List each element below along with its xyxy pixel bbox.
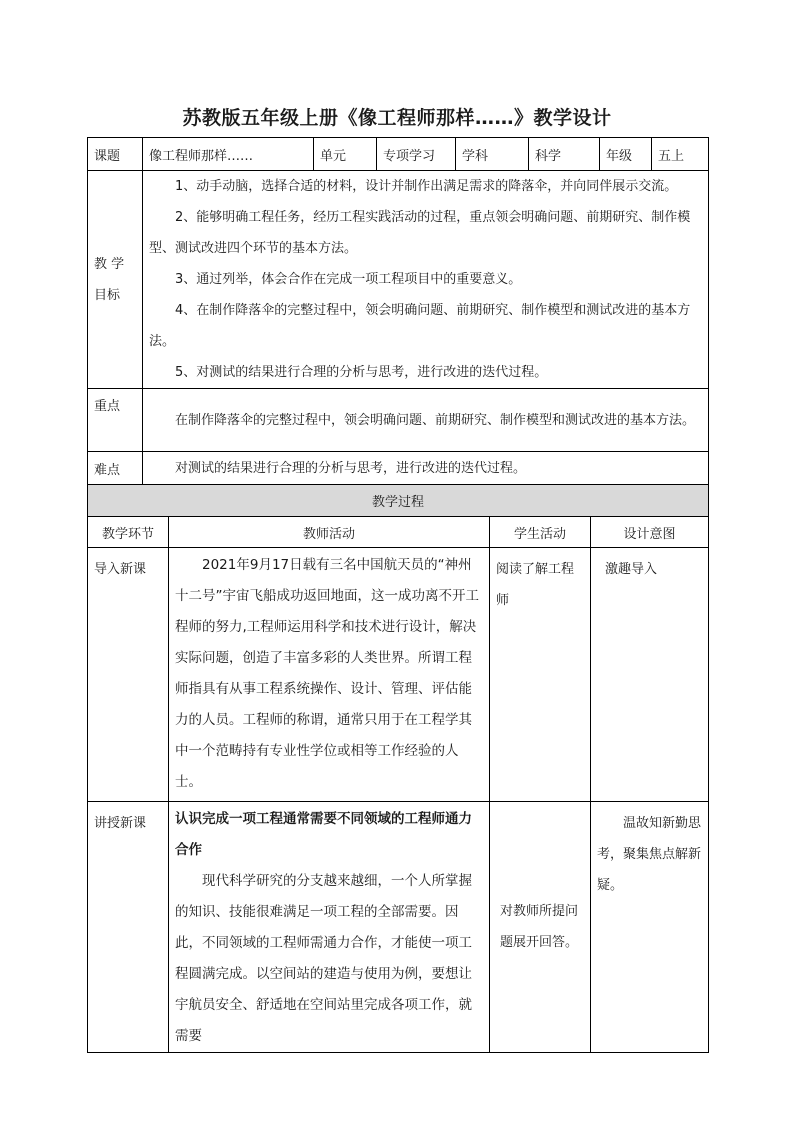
student-activity-text: 对教师所提问题展开回答。 — [500, 904, 579, 950]
process-row-new-lesson — [88, 802, 709, 1053]
grade-value: 五上 — [652, 138, 709, 171]
unit-label: 单元 — [314, 138, 377, 171]
process-heading: 教学过程 — [88, 485, 709, 517]
process-heading-row — [88, 485, 709, 517]
column-header: 学生活动 — [490, 517, 591, 548]
student-activity-cell — [490, 802, 591, 1053]
objectives-label-line2: 目标 — [94, 287, 121, 303]
key-point-content — [143, 389, 709, 452]
teacher-paragraph: 2021年9月17日载有三名中国航天员的“神州十二号”宇宙飞船成功返回地面，这一成功离不开工程师的努力,工程师运用科学和技术进行设计，解决实际问题，创造了丰富多彩的人类世界。所谓工程师指具有从事工程系统操作、设计、管理、评估能力的人员。工程师的称谓，通常只用于在工程学其中一个范畴持有专业性学位或相等工作经验的人士。 — [175, 557, 479, 790]
difficulty-row — [88, 452, 709, 486]
design-intent-cell: 激趣导入 — [591, 548, 709, 802]
difficulty-label: 难点 — [88, 452, 143, 486]
topic-value: 像工程师那样…… — [143, 138, 314, 171]
key-point-row — [88, 389, 709, 452]
objective-item: 4、在制作降落伞的完整过程中，领会明确问题、前期研究、制作模型和测试改进的基本方法。 — [149, 303, 691, 349]
grade-label: 年级 — [600, 138, 652, 171]
student-activity-cell: 阅读了解工程师 — [490, 548, 591, 802]
objectives-label-line1: 教 学 — [94, 256, 125, 272]
stage-cell: 讲授新课 — [88, 802, 169, 1053]
teacher-activity-cell — [169, 802, 490, 1053]
objectives-row — [88, 171, 709, 389]
teaching-process-table — [87, 484, 709, 1053]
objectives-label — [88, 171, 143, 389]
teacher-heading: 认识完成一项工程通常需要不同领域的工程师通力合作 — [175, 811, 472, 858]
process-header-row — [88, 517, 709, 548]
process-row-intro — [88, 548, 709, 802]
objective-item: 5、对测试的结果进行合理的分析与思考，进行改进的迭代过程。 — [175, 365, 548, 380]
key-point-label: 重点 — [88, 389, 143, 452]
column-header: 设计意图 — [591, 517, 709, 548]
objective-item: 2、能够明确工程任务，经历工程实践活动的过程，重点领会明确问题、前期研究、制作模型、测试改进四个环节的基本方法。 — [149, 210, 691, 256]
design-intent-cell — [591, 802, 709, 1053]
design-intent-text: 温故知新勤思考，聚集焦点解新疑。 — [597, 816, 702, 893]
column-header: 教学环节 — [88, 517, 169, 548]
key-point-text: 在制作降落伞的完整过程中，领会明确问题、前期研究、制作模型和测试改进的基本方法。 — [175, 412, 696, 428]
lesson-info-table — [87, 137, 709, 486]
info-row — [88, 138, 709, 171]
teacher-activity-cell — [169, 548, 490, 802]
difficulty-text: 对测试的结果进行合理的分析与思考，进行改进的迭代过程。 — [175, 461, 527, 476]
column-header: 教师活动 — [169, 517, 490, 548]
teacher-paragraph: 现代科学研究的分支越来越细，一个人所掌握的知识、技能很难满足一项工程的全部需要。因此，不同领域的工程师需通力合作，才能使一项工程圆满完成。以空间站的建造与使用为例，要想让宇航员安全、舒适地在空间站里完成各项工作，就需要 — [175, 873, 472, 1044]
objectives-content — [143, 171, 709, 389]
topic-label: 课题 — [88, 138, 143, 171]
objective-item: 1、动手动脑，选择合适的材料，设计并制作出满足需求的降落伞，并向同伴展示交流。 — [175, 179, 678, 194]
stage-cell: 导入新课 — [88, 548, 169, 802]
objective-item: 3、通过列举，体会合作在完成一项工程项目中的重要意义。 — [175, 272, 522, 287]
subject-value: 科学 — [529, 138, 600, 171]
page-title: 苏教版五年级上册《像工程师那样……》教学设计 — [182, 107, 612, 129]
unit-value: 专项学习 — [377, 138, 456, 171]
difficulty-content — [143, 452, 709, 486]
subject-label: 学科 — [456, 138, 529, 171]
